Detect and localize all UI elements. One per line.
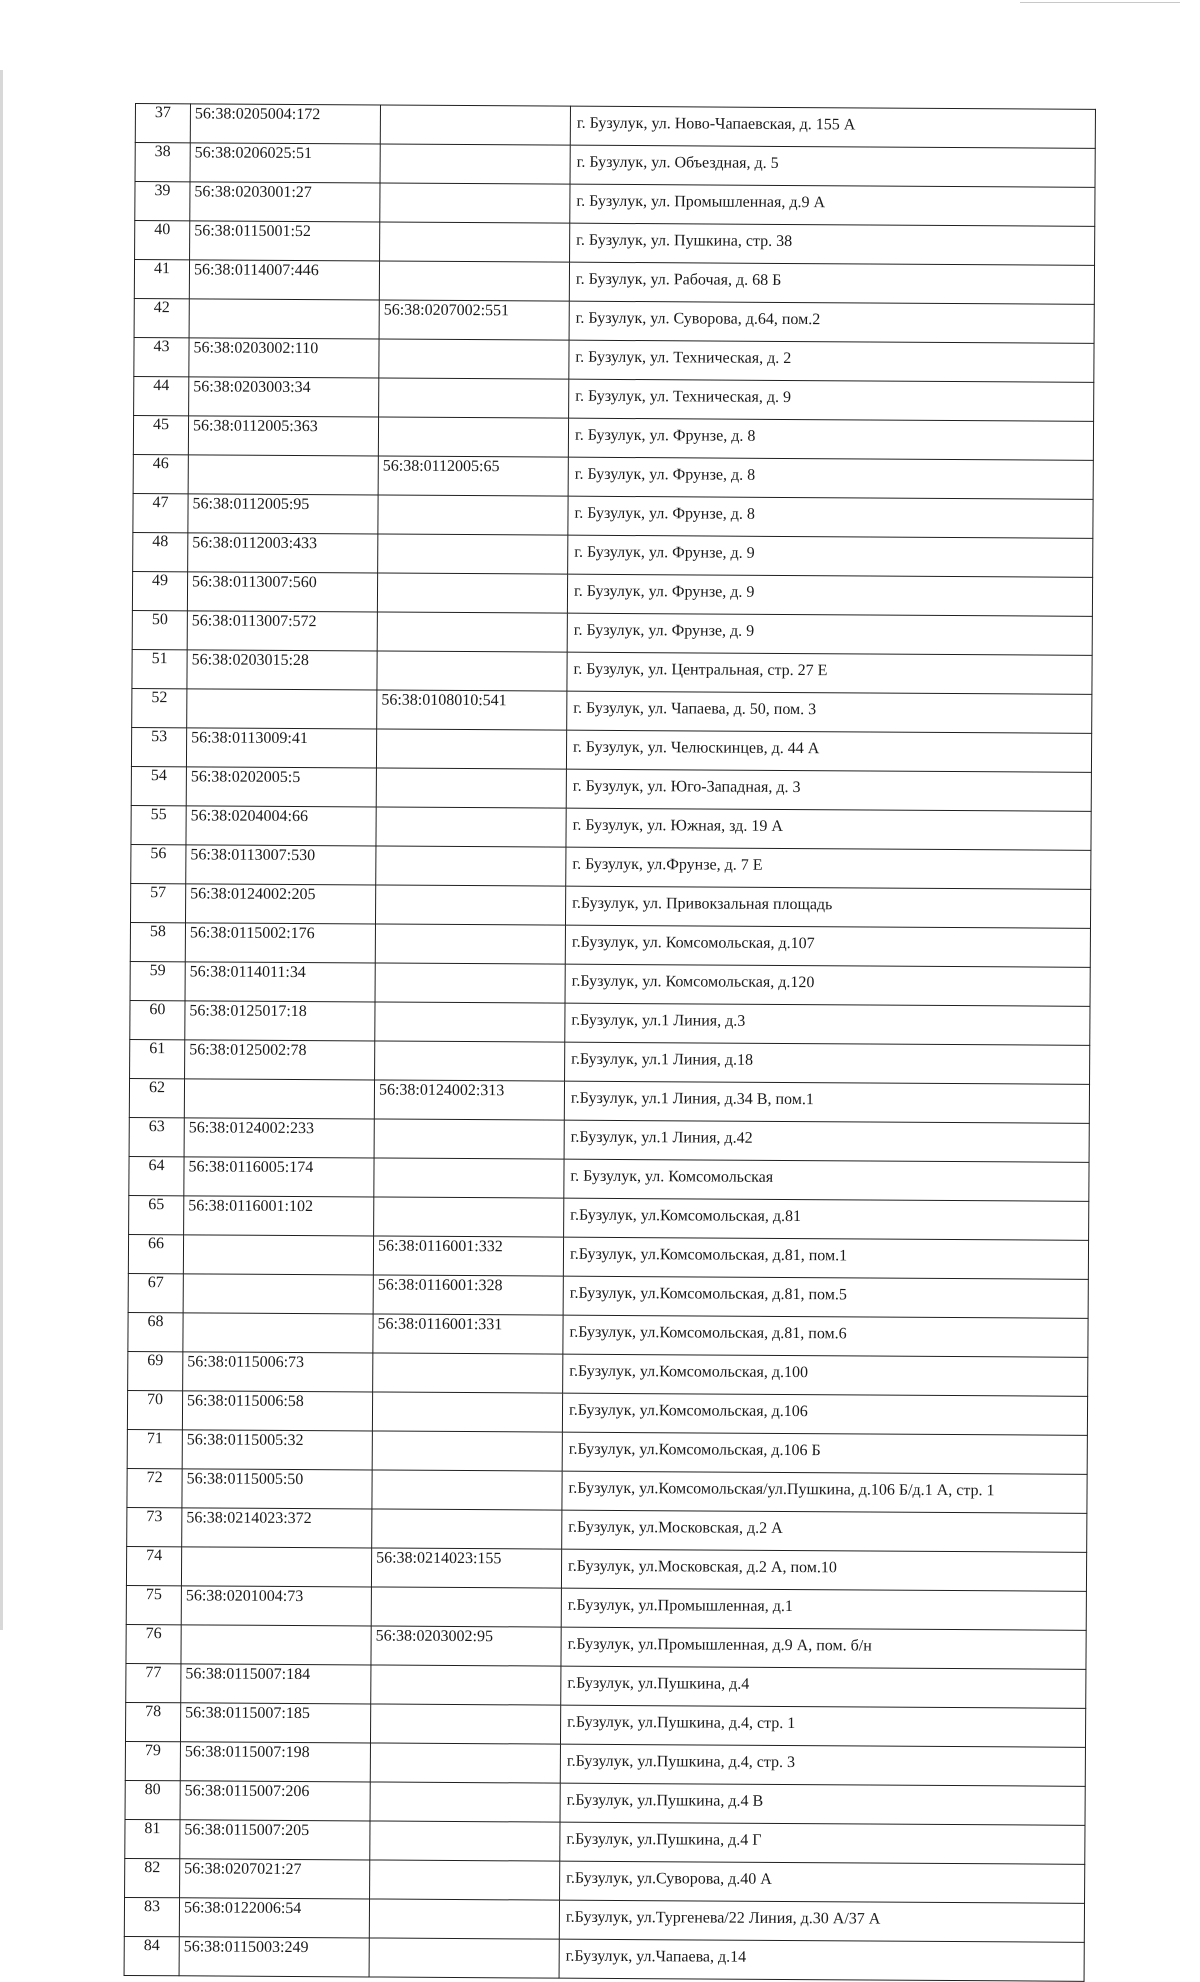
premises-cadastral-number-cell <box>376 846 566 886</box>
row-number-cell: 67 <box>128 1273 183 1312</box>
address-cell: г.Бузулук, ул.Комсомольская, д.81, пом.6 <box>563 1315 1088 1357</box>
row-number-cell: 58 <box>130 922 185 961</box>
row-number-cell: 81 <box>125 1819 180 1858</box>
premises-cadastral-number-cell <box>379 339 569 379</box>
row-number-cell: 39 <box>135 182 190 221</box>
table-row <box>130 1039 1090 1084</box>
table-row <box>128 1312 1088 1357</box>
address-cell: г.Бузулук, ул.1 Линия, д.42 <box>564 1120 1089 1162</box>
table-row <box>130 922 1090 967</box>
premises-cadastral-number-cell <box>375 924 565 964</box>
table-row <box>127 1390 1087 1435</box>
address-cell: г. Бузулук, ул. Суворова, д.64, пом.2 <box>569 301 1094 343</box>
address-cell: г. Бузулук, ул. Техническая, д. 2 <box>569 340 1094 382</box>
table-row <box>135 182 1095 227</box>
address-cell: г.Бузулук, ул.Комсомольская, д.81 <box>564 1198 1089 1240</box>
row-number-cell: 38 <box>135 143 190 182</box>
table-row <box>129 1195 1089 1240</box>
address-cell: г.Бузулук, ул.1 Линия, д.34 В, пом.1 <box>564 1081 1089 1123</box>
cadastral-number-cell: 56:38:0115006:58 <box>182 1391 372 1431</box>
premises-cadastral-number-cell <box>371 1665 561 1705</box>
premises-cadastral-number-cell: 56:38:0116001:332 <box>373 1236 563 1276</box>
cadastral-number-cell: 56:38:0214023:372 <box>182 1508 372 1548</box>
premises-cadastral-number-cell <box>378 417 568 457</box>
cadastral-number-cell: 56:38:0114011:34 <box>185 962 375 1002</box>
cadastral-number-cell: 56:38:0125002:78 <box>185 1040 375 1080</box>
premises-cadastral-number-cell: 56:38:0112005:65 <box>378 456 568 496</box>
cadastral-number-cell: 56:38:0113007:572 <box>187 611 377 651</box>
row-number-cell: 70 <box>127 1390 182 1429</box>
cadastral-number-cell <box>184 1079 374 1119</box>
cadastral-number-cell: 56:38:0201004:73 <box>181 1586 371 1626</box>
address-cell: г.Бузулук, ул. Комсомольская, д.120 <box>565 964 1090 1006</box>
premises-cadastral-number-cell <box>370 1782 560 1822</box>
premises-cadastral-number-cell <box>376 729 566 769</box>
address-cell: г.Бузулук, ул.Московская, д.2 А <box>562 1510 1087 1552</box>
row-number-cell: 78 <box>125 1702 180 1741</box>
table-row <box>134 337 1094 382</box>
address-cell: г.Бузулук, ул. Привокзальная площадь <box>565 886 1090 928</box>
address-cell: г. Бузулук, ул. Комсомольская <box>564 1159 1089 1201</box>
table-row <box>131 727 1091 772</box>
premises-cadastral-number-cell <box>369 1938 559 1978</box>
address-cell: г. Бузулук, ул. Фрунзе, д. 9 <box>568 535 1093 577</box>
cadastral-number-cell: 56:38:0124002:205 <box>185 884 375 924</box>
table-row <box>124 1897 1084 1942</box>
cadastral-number-cell: 56:38:0114007:446 <box>189 260 379 300</box>
row-number-cell: 52 <box>132 688 187 727</box>
row-number-cell: 83 <box>124 1897 179 1936</box>
address-cell: г.Бузулук, ул.Промышленная, д.1 <box>561 1588 1086 1630</box>
cadastral-number-cell: 56:38:0116001:102 <box>184 1196 374 1236</box>
premises-cadastral-number-cell: 56:38:0116001:331 <box>373 1314 563 1354</box>
row-number-cell: 73 <box>127 1507 182 1546</box>
premises-cadastral-number-cell <box>373 1353 563 1393</box>
address-cell: г.Бузулук, ул.Комсомольская, д.106 <box>562 1393 1087 1435</box>
row-number-cell: 63 <box>129 1117 184 1156</box>
premises-cadastral-number-cell <box>370 1821 560 1861</box>
row-number-cell: 77 <box>126 1663 181 1702</box>
table-row <box>132 688 1092 733</box>
cadastral-number-cell: 56:38:0204004:66 <box>186 806 376 846</box>
cadastral-number-cell: 56:38:0115007:184 <box>181 1664 371 1704</box>
cadastral-number-cell: 56:38:0203001:27 <box>190 182 380 222</box>
row-number-cell: 56 <box>131 844 186 883</box>
premises-cadastral-number-cell <box>372 1470 562 1510</box>
table-row <box>132 610 1092 655</box>
row-number-cell: 66 <box>128 1234 183 1273</box>
address-cell: г.Бузулук, ул.Пушкина, д.4 В <box>560 1783 1085 1825</box>
row-number-cell: 68 <box>128 1312 183 1351</box>
row-number-cell: 71 <box>127 1429 182 1468</box>
premises-cadastral-number-cell <box>380 222 570 262</box>
row-number-cell: 64 <box>129 1156 184 1195</box>
cadastral-number-cell: 56:38:0206025:51 <box>190 143 380 183</box>
row-number-cell: 45 <box>133 415 188 454</box>
table-row <box>125 1780 1085 1825</box>
premises-cadastral-number-cell <box>372 1431 562 1471</box>
premises-cadastral-number-cell <box>369 1899 559 1939</box>
table-row <box>129 1078 1089 1123</box>
table-row <box>131 766 1091 811</box>
table-row <box>135 143 1095 188</box>
table-row <box>131 844 1091 889</box>
table-row <box>135 221 1095 266</box>
table-row <box>130 883 1090 928</box>
cadastral-number-cell: 56:38:0112003:433 <box>188 533 378 573</box>
cadastral-number-cell: 56:38:0124002:233 <box>184 1118 374 1158</box>
premises-cadastral-number-cell <box>372 1392 562 1432</box>
row-number-cell: 41 <box>134 260 189 299</box>
row-number-cell: 40 <box>135 221 190 260</box>
premises-cadastral-number-cell <box>377 651 567 691</box>
address-cell: г. Бузулук, ул. Фрунзе, д. 8 <box>568 418 1093 460</box>
premises-cadastral-number-cell <box>380 183 570 223</box>
premises-cadastral-number-cell: 56:38:0108010:541 <box>377 690 567 730</box>
cadastral-number-cell <box>189 299 379 339</box>
row-number-cell: 42 <box>134 298 189 337</box>
table-row <box>128 1351 1088 1396</box>
cadastral-number-cell <box>181 1547 371 1587</box>
row-number-cell: 65 <box>129 1195 184 1234</box>
table-row <box>128 1273 1088 1318</box>
table-row <box>130 961 1090 1006</box>
row-number-cell: 62 <box>129 1078 184 1117</box>
row-number-cell: 46 <box>133 454 188 493</box>
premises-cadastral-number-cell <box>380 144 570 184</box>
premises-cadastral-number-cell <box>378 534 568 574</box>
address-cell: г. Бузулук, ул. Рабочая, д. 68 Б <box>569 262 1094 304</box>
address-cell: г. Бузулук, ул. Фрунзе, д. 9 <box>567 613 1092 655</box>
address-cell: г. Бузулук, ул. Челюскинцев, д. 44 А <box>566 730 1091 772</box>
row-number-cell: 75 <box>126 1585 181 1624</box>
premises-cadastral-number-cell <box>380 105 570 145</box>
cadastral-number-cell: 56:38:0115007:185 <box>180 1703 370 1743</box>
address-cell: г.Бузулук, ул.Комсомольская/ул.Пушкина, д.106 Б/д.1 А, стр. 1 <box>562 1471 1087 1513</box>
table-row <box>129 1117 1089 1162</box>
address-cell: г.Бузулук, ул.Суворова, д.40 А <box>560 1861 1085 1903</box>
row-number-cell: 54 <box>131 766 186 805</box>
premises-cadastral-number-cell <box>378 495 568 535</box>
cadastral-number-cell: 56:38:0113007:560 <box>187 572 377 612</box>
address-cell: г. Бузулук, ул. Чапаева, д. 50, пом. 3 <box>567 691 1092 733</box>
table-row <box>127 1468 1087 1513</box>
cadastral-number-cell: 56:38:0115005:32 <box>182 1430 372 1470</box>
premises-cadastral-number-cell <box>375 1002 565 1042</box>
address-cell: г.Бузулук, ул.Чапаева, д.14 <box>559 1939 1084 1981</box>
table-row <box>134 376 1094 421</box>
address-cell: г. Бузулук, ул. Фрунзе, д. 8 <box>568 496 1093 538</box>
cadastral-number-cell: 56:38:0125017:18 <box>185 1001 375 1041</box>
address-cell: г.Бузулук, ул.Промышленная, д.9 А, пом. б/н <box>561 1627 1086 1669</box>
premises-cadastral-number-cell <box>374 1158 564 1198</box>
cadastral-number-cell: 56:38:0113009:41 <box>186 728 376 768</box>
cadastral-number-cell: 56:38:0203003:34 <box>189 377 379 417</box>
table-row <box>133 454 1093 499</box>
row-number-cell: 48 <box>133 532 188 571</box>
address-cell: г.Бузулук, ул. Комсомольская, д.107 <box>565 925 1090 967</box>
premises-cadastral-number-cell: 56:38:0116001:328 <box>373 1275 563 1315</box>
cadastral-number-cell: 56:38:0115007:198 <box>180 1742 370 1782</box>
address-cell: г. Бузулук, ул. Объездная, д. 5 <box>570 145 1095 187</box>
premises-cadastral-number-cell <box>376 768 566 808</box>
table-row <box>125 1702 1085 1747</box>
table-row <box>125 1819 1085 1864</box>
premises-cadastral-number-cell <box>377 573 567 613</box>
cadastral-number-cell: 56:38:0203015:28 <box>187 650 377 690</box>
address-cell: г.Бузулук, ул.Пушкина, д.4 Г <box>560 1822 1085 1864</box>
premises-cadastral-number-cell <box>370 1860 560 1900</box>
row-number-cell: 69 <box>128 1351 183 1390</box>
premises-cadastral-number-cell <box>374 1119 564 1159</box>
cadastral-number-cell: 56:38:0115001:52 <box>190 221 380 261</box>
table-row <box>126 1624 1086 1669</box>
cadastral-number-cell: 56:38:0115002:176 <box>185 923 375 963</box>
premises-cadastral-number-cell: 56:38:0214023:155 <box>371 1548 561 1588</box>
address-cell: г. Бузулук, ул. Фрунзе, д. 9 <box>567 574 1092 616</box>
table-row <box>133 415 1093 460</box>
table-row <box>129 1156 1089 1201</box>
row-number-cell: 84 <box>124 1936 179 1975</box>
scan-page-edge <box>0 70 3 1630</box>
address-cell: г.Бузулук, ул.Пушкина, д.4 <box>561 1666 1086 1708</box>
premises-cadastral-number-cell <box>371 1587 561 1627</box>
table-row <box>126 1585 1086 1630</box>
premises-cadastral-number-cell <box>377 612 567 652</box>
address-cell: г. Бузулук, ул. Центральная, стр. 27 Е <box>567 652 1092 694</box>
cadastral-number-cell: 56:38:0115003:249 <box>179 1937 369 1977</box>
address-cell: г. Бузулук, ул. Фрунзе, д. 8 <box>568 457 1093 499</box>
cadastral-number-cell <box>183 1313 373 1353</box>
table-row <box>131 805 1091 850</box>
row-number-cell: 43 <box>134 337 189 376</box>
cadastral-number-cell: 56:38:0205004:172 <box>190 104 380 144</box>
cadastral-number-cell: 56:38:0112005:363 <box>188 416 378 456</box>
row-number-cell: 49 <box>132 571 187 610</box>
address-cell: г.Бузулук, ул.1 Линия, д.18 <box>565 1042 1090 1084</box>
cadastral-number-cell: 56:38:0122006:54 <box>179 1898 369 1938</box>
cadastral-number-cell: 56:38:0115007:205 <box>180 1820 370 1860</box>
premises-cadastral-number-cell <box>375 963 565 1003</box>
cadastral-number-cell <box>187 689 377 729</box>
row-number-cell: 76 <box>126 1624 181 1663</box>
cadastral-number-cell <box>188 455 378 495</box>
table-row <box>132 571 1092 616</box>
row-number-cell: 47 <box>133 493 188 532</box>
cadastral-number-cell: 56:38:0207021:27 <box>180 1859 370 1899</box>
premises-cadastral-number-cell <box>372 1509 562 1549</box>
cadastral-number-cell <box>183 1235 373 1275</box>
cadastral-number-cell: 56:38:0115006:73 <box>183 1352 373 1392</box>
premises-cadastral-number-cell <box>375 885 565 925</box>
row-number-cell: 57 <box>130 883 185 922</box>
row-number-cell: 50 <box>132 610 187 649</box>
cadastral-number-cell: 56:38:0115007:206 <box>180 1781 370 1821</box>
row-number-cell: 53 <box>131 727 186 766</box>
table-row <box>132 649 1092 694</box>
row-number-cell: 60 <box>130 1000 185 1039</box>
table-row <box>126 1663 1086 1708</box>
table-row <box>127 1507 1087 1552</box>
address-cell: г.Бузулук, ул.Комсомольская, д.81, пом.5 <box>563 1276 1088 1318</box>
scan-artifact <box>1020 2 1180 9</box>
cadastral-number-cell: 56:38:0115005:50 <box>182 1469 372 1509</box>
table-row <box>130 1000 1090 1045</box>
address-cell: г. Бузулук, ул. Пушкина, стр. 38 <box>570 223 1095 265</box>
address-cell: г. Бузулук, ул. Промышленная, д.9 А <box>570 184 1095 226</box>
address-cell: г.Бузулук, ул.Московская, д.2 А, пом.10 <box>561 1549 1086 1591</box>
premises-cadastral-number-cell <box>376 807 566 847</box>
premises-cadastral-number-cell: 56:38:0207002:551 <box>379 300 569 340</box>
address-cell: г. Бузулук, ул. Южная, зд. 19 А <box>566 808 1091 850</box>
table-row <box>133 493 1093 538</box>
address-cell: г. Бузулук, ул. Ново-Чапаевская, д. 155 А <box>570 106 1095 148</box>
table-row <box>127 1429 1087 1474</box>
address-cell: г.Бузулук, ул.Комсомольская, д.100 <box>563 1354 1088 1396</box>
cadastral-number-cell <box>183 1274 373 1314</box>
row-number-cell: 59 <box>130 961 185 1000</box>
address-cell: г. Бузулук, ул.Фрунзе, д. 7 Е <box>566 847 1091 889</box>
table-row <box>124 1936 1084 1981</box>
row-number-cell: 72 <box>127 1468 182 1507</box>
table-row <box>126 1546 1086 1591</box>
table-row <box>133 532 1093 577</box>
row-number-cell: 80 <box>125 1780 180 1819</box>
row-number-cell: 82 <box>125 1858 180 1897</box>
premises-cadastral-number-cell <box>370 1743 560 1783</box>
table-row <box>134 298 1094 343</box>
premises-cadastral-number-cell: 56:38:0124002:313 <box>374 1080 564 1120</box>
premises-cadastral-number-cell <box>379 261 569 301</box>
premises-cadastral-number-cell <box>375 1041 565 1081</box>
table-row <box>128 1234 1088 1279</box>
row-number-cell: 51 <box>132 649 187 688</box>
address-cell: г.Бузулук, ул.1 Линия, д.3 <box>565 1003 1090 1045</box>
address-cell: г.Бузулук, ул.Комсомольская, д.81, пом.1 <box>563 1237 1088 1279</box>
cadastral-number-cell <box>181 1625 371 1665</box>
address-cell: г.Бузулук, ул.Пушкина, д.4, стр. 3 <box>560 1744 1085 1786</box>
cadastral-number-cell: 56:38:0113007:530 <box>186 845 376 885</box>
row-number-cell: 44 <box>134 376 189 415</box>
cadastral-number-cell: 56:38:0112005:95 <box>188 494 378 534</box>
premises-cadastral-number-cell <box>370 1704 560 1744</box>
row-number-cell: 55 <box>131 805 186 844</box>
table-row <box>125 1741 1085 1786</box>
row-number-cell: 74 <box>126 1546 181 1585</box>
cadastral-number-cell: 56:38:0203002:110 <box>189 338 379 378</box>
address-cell: г. Бузулук, ул. Техническая, д. 9 <box>569 379 1094 421</box>
row-number-cell: 79 <box>125 1741 180 1780</box>
address-cell: г.Бузулук, ул.Пушкина, д.4, стр. 1 <box>560 1705 1085 1747</box>
premises-cadastral-number-cell <box>379 378 569 418</box>
table-row <box>134 260 1094 305</box>
address-cell: г.Бузулук, ул.Тургенева/22 Линия, д.30 А/37 А <box>559 1900 1084 1942</box>
table-row <box>125 1858 1085 1903</box>
address-cell: г.Бузулук, ул.Комсомольская, д.106 Б <box>562 1432 1087 1474</box>
registry-table <box>124 103 1096 1982</box>
cadastral-number-cell: 56:38:0202005:5 <box>186 767 376 807</box>
address-cell: г. Бузулук, ул. Юго-Западная, д. 3 <box>566 769 1091 811</box>
cadastral-number-cell: 56:38:0116005:174 <box>184 1157 374 1197</box>
registry-table-body <box>124 104 1095 1982</box>
premises-cadastral-number-cell <box>374 1197 564 1237</box>
table-row <box>135 104 1095 149</box>
row-number-cell: 61 <box>130 1039 185 1078</box>
premises-cadastral-number-cell: 56:38:0203002:95 <box>371 1626 561 1666</box>
row-number-cell: 37 <box>135 104 190 143</box>
